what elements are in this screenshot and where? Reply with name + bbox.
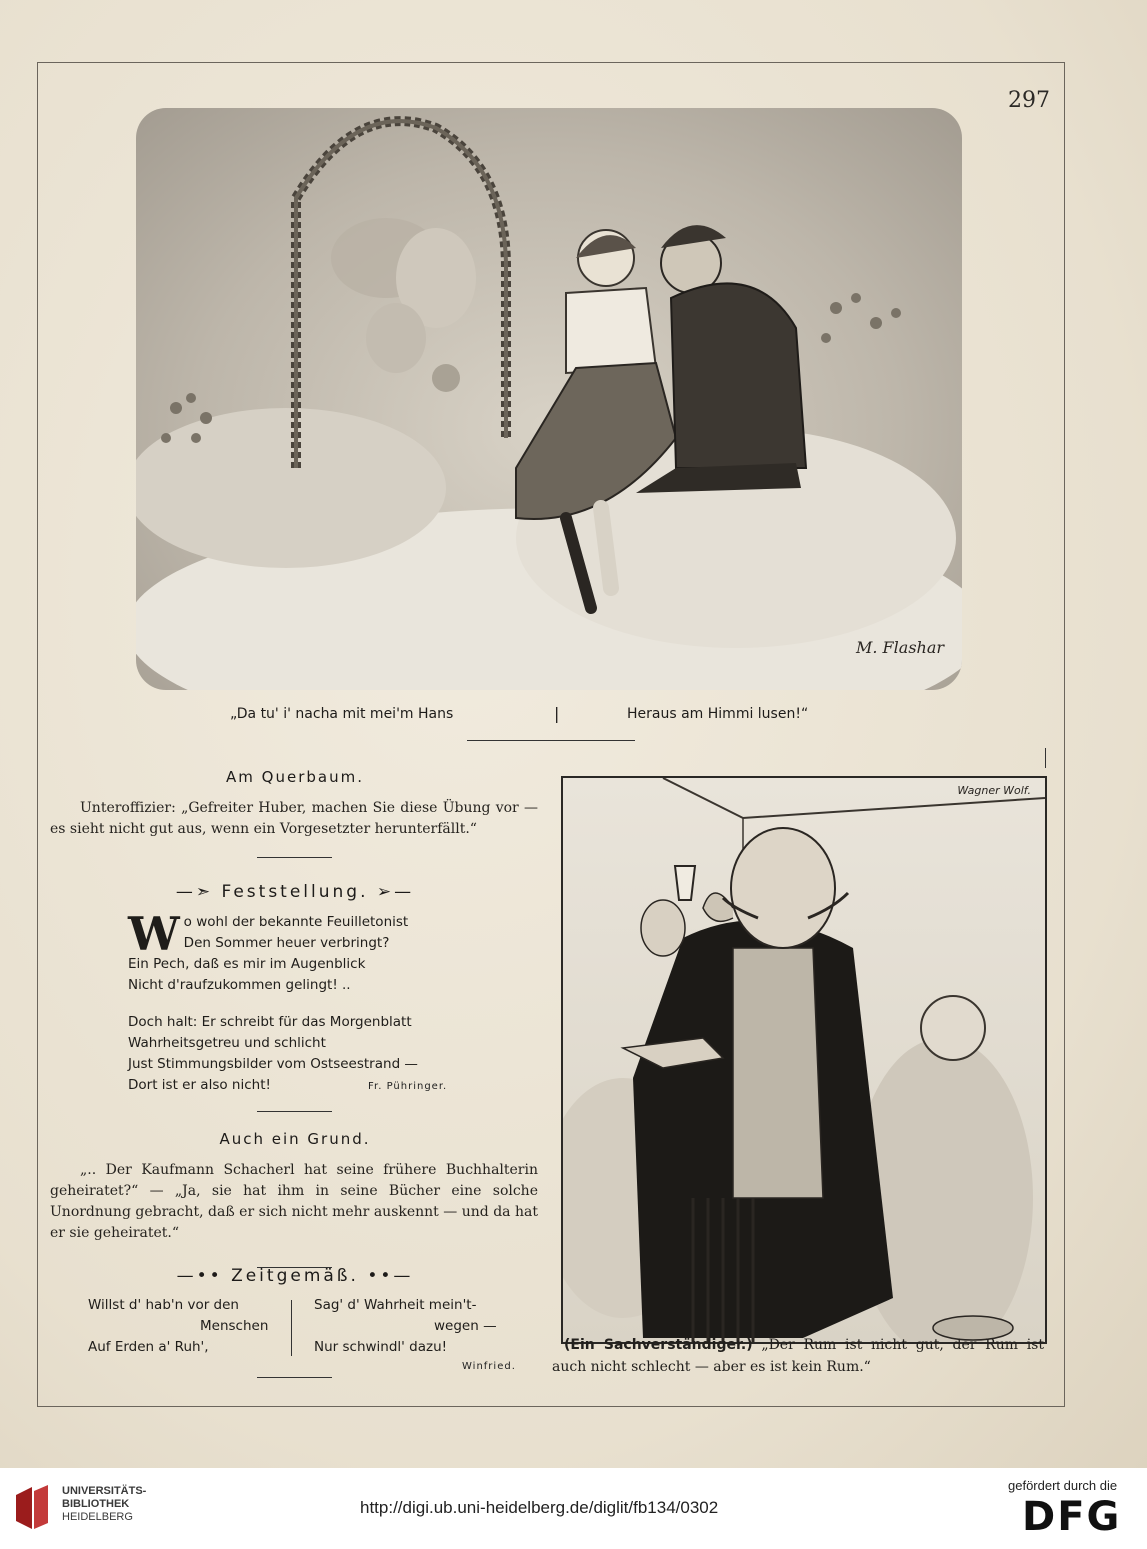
ornament-right: ••— — [358, 1266, 414, 1286]
article-title-feststellung — [50, 882, 540, 902]
top-illustration-caption — [180, 706, 920, 730]
poem-line: Auf Erden a' Ruh', — [88, 1339, 209, 1355]
article-title-auch-ein-grund: Auch ein Grund. — [219, 1130, 371, 1148]
right-illustration-caption — [552, 1334, 1044, 1378]
article-text-am-querbaum: Unteroffizier: „Gefreiter Huber, machen Sie diese Übung vor — es sieht nicht gut aus, wenn ein Vorgesetzter herunterfällt.“ — [50, 800, 538, 837]
divider — [257, 1111, 332, 1112]
footer-bar — [0, 1468, 1147, 1549]
couple-on-cloud-drawing — [136, 108, 962, 690]
library-name-line-2: BIBLIOTHEK — [62, 1498, 130, 1510]
poem-line: o wohl der bekannte Feuilletonist — [183, 914, 409, 930]
poem-line: Den Sommer heuer verbringt? — [183, 935, 390, 951]
poem-line: Willst d' hab'n vor den — [88, 1297, 239, 1313]
caption-text: „Der Rum ist nicht gut, der Rum ist auch nicht schlecht — aber es ist kein Rum.“ — [552, 1337, 1044, 1375]
caption-right: Heraus am Himmi lusen!“ — [627, 706, 809, 722]
column-divider — [291, 1300, 292, 1356]
feststellung-title-text: Feststellung. — [221, 882, 369, 902]
poem-line: Just Stimmungsbilder vom Ostseestrand — — [128, 1056, 418, 1072]
poem-feststellung-stanza-1 — [128, 907, 409, 996]
poem-line: Dort ist er also nicht! — [128, 1077, 271, 1093]
frame-tick — [1045, 748, 1046, 768]
ornament-left: —•• — [176, 1266, 232, 1286]
library-name — [62, 1485, 146, 1524]
caption-title: (Ein Sachverständiger.) — [564, 1337, 753, 1353]
author-puehringer: Fr. Pühringer. — [368, 1081, 448, 1092]
poem-line: Ein Pech, daß es mir im Augenblick — [128, 956, 366, 972]
digital-object-url-link[interactable]: http://digi.ub.uni-heidelberg.de/diglit/fb134/0302 — [360, 1498, 719, 1517]
university-library-logo-icon — [12, 1485, 52, 1531]
top-illustration-signature: M. Flashar — [856, 638, 945, 657]
poem-line: Nur schwindl' dazu! — [314, 1339, 448, 1355]
divider — [257, 1377, 332, 1378]
article-title-am-querbaum: Am Querbaum. — [226, 768, 364, 786]
poem-line: Doch halt: Er schreibt für das Morgenblatt — [128, 1014, 412, 1030]
library-name-line-1: UNIVERSITÄTS- — [62, 1485, 147, 1497]
library-name-line-3: HEIDELBERG — [62, 1511, 133, 1523]
dfg-logo: DFG — [1022, 1494, 1122, 1540]
funded-by-label: gefördert durch die — [1008, 1478, 1118, 1493]
author-winfried: Winfried. — [462, 1361, 516, 1372]
poem-line: Menschen — [200, 1318, 269, 1334]
poem-line: Sag' d' Wahrheit mein't- — [314, 1297, 477, 1313]
poem-line: wegen — — [434, 1318, 497, 1334]
poem-line: Nicht d'raufzukommen gelingt! .. — [128, 977, 351, 993]
article-title-zeitgemaess — [50, 1266, 540, 1286]
poem-zeitgemaess-right — [314, 1295, 514, 1358]
caption-divider — [467, 740, 635, 741]
caption-left: „Da tu' i' nacha mit mei'm Hans — [230, 706, 454, 722]
ornament-right: ➢— — [368, 882, 415, 902]
zeitgemaess-title-text: Zeitgemäß. — [231, 1266, 359, 1286]
ornament-left: —➣ — [175, 882, 222, 902]
top-illustration-couple-on-cloud — [136, 108, 962, 690]
divider — [257, 857, 332, 858]
right-illustration-signature: Wagner Wolf. — [957, 784, 1031, 797]
dropcap: W — [128, 907, 180, 961]
rum-expert-drawing — [563, 778, 1045, 1342]
poem-zeitgemaess-left — [88, 1295, 278, 1358]
poem-line: Wahrheitsgetreu und schlicht — [128, 1035, 326, 1051]
caption-separator: | — [554, 704, 560, 723]
page-number: 297 — [1008, 88, 1050, 113]
article-text-auch-ein-grund: „.. Der Kaufmann Schacherl hat seine frühere Buchhalterin geheiratet?“ — „Ja, sie hat ihm in seine Bücher eine solche Unordnung gebracht, daß er sich nicht mehr auskennt — und da hat er sie geheiratet.“ — [50, 1162, 538, 1241]
right-illustration-rum-expert — [561, 776, 1047, 1344]
